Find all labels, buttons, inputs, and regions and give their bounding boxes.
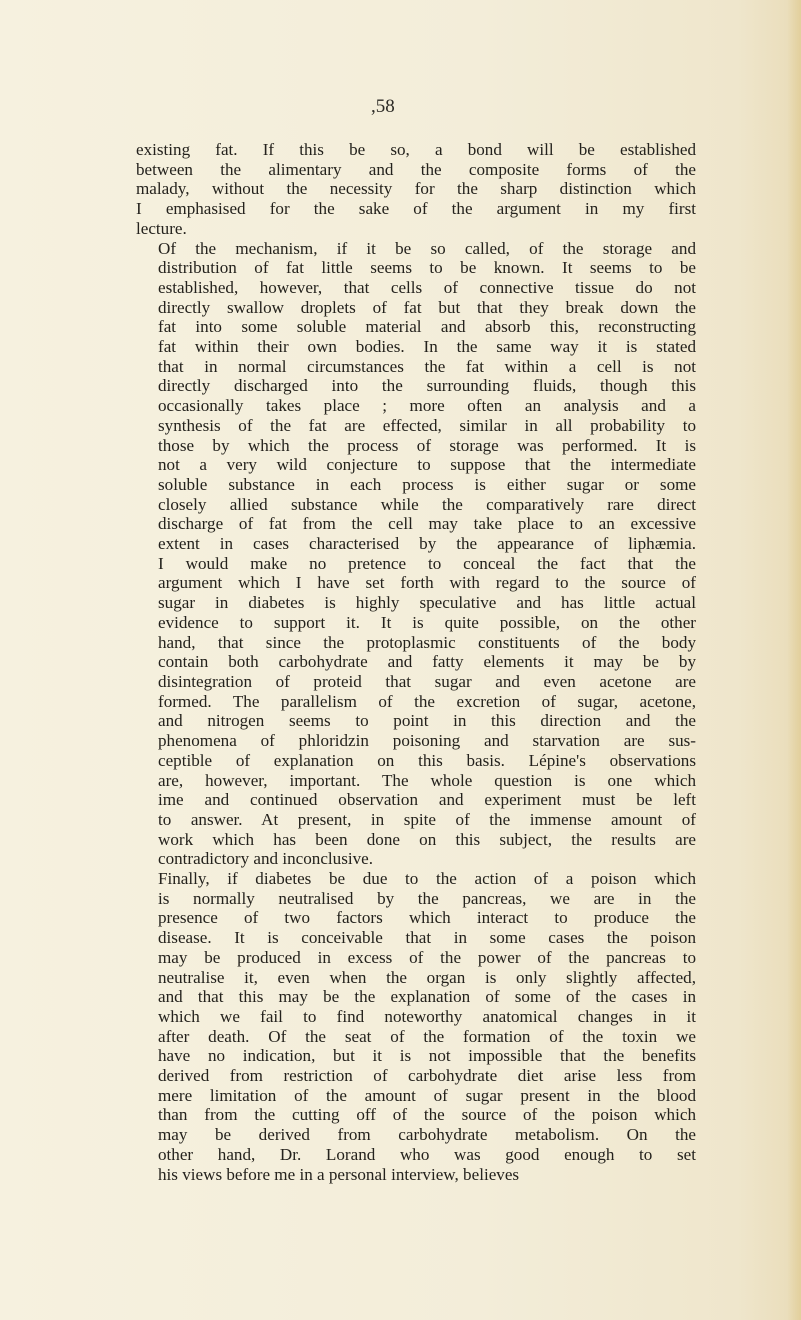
text-line: occasionally takes place ; more often an analysis and a	[158, 396, 696, 416]
text-line: soluble substance in each process is either sugar or some	[158, 474, 696, 494]
text-line: neutralise it, even when the organ is only slightly affected,	[158, 967, 696, 987]
text-line: have no indication, but it is not impossible that the benefits	[158, 1046, 696, 1066]
text-line: existing fat. If this be so, a bond will be established	[136, 140, 696, 159]
text-line: not a very wild conjecture to suppose that the intermediate	[158, 455, 696, 475]
text-line: formed. The parallelism of the excretion of sugar, acetone,	[158, 691, 696, 711]
text-line: which we fail to find noteworthy anatomical changes in it	[158, 1006, 696, 1026]
text-line: than from the cutting off of the source of the poison which	[158, 1105, 696, 1125]
text-line: synthesis of the fat are effected, similar in all probability to	[158, 415, 696, 435]
text-line: contradictory and inconclusive.	[158, 849, 374, 869]
text-line: directly swallow droplets of fat but that they break down the	[158, 297, 696, 317]
text-line: disease. It is conceivable that in some cases the poison	[158, 928, 696, 948]
text-line: argument which I have set forth with regard to the source of	[158, 573, 696, 593]
text-line: presence of two factors which interact to produce the	[158, 908, 696, 928]
text-line: to answer. At present, in spite of the immense amount of	[158, 809, 696, 829]
text-line: work which has been done on this subject, the results are	[158, 829, 696, 849]
text-line: ceptible of explanation on this basis. Lépine's observations	[158, 750, 696, 770]
text-line: lecture.	[136, 218, 187, 238]
text-line: Of the mechanism, if it be so called, of the storage and	[158, 238, 696, 258]
body-text	[136, 140, 696, 1184]
text-line: evidence to support it. It is quite possible, on the other	[158, 612, 696, 632]
text-line: mere limitation of the amount of sugar present in the blood	[158, 1085, 696, 1105]
text-line: hand, that since the protoplasmic constituents of the body	[158, 632, 696, 652]
text-line: Finally, if diabetes be due to the action of a poison which	[158, 869, 696, 889]
text-line: fat within their own bodies. In the same way it is stated	[158, 337, 696, 357]
text-line: malady, without the necessity for the sharp distinction which	[136, 179, 696, 199]
text-line: distribution of fat little seems to be known. It seems to be	[158, 258, 696, 278]
text-line: his views before me in a personal interview, believes	[158, 1164, 520, 1184]
text-line: may be produced in excess of the power of the pancreas to	[158, 947, 696, 967]
text-line: disintegration of proteid that sugar and even acetone are	[158, 671, 696, 691]
text-line: I emphasised for the sake of the argument in my first	[136, 199, 696, 219]
text-line: may be derived from carbohydrate metabolism. On the	[158, 1125, 696, 1145]
text-line: fat into some soluble material and absorb this, reconstructing	[158, 317, 696, 337]
text-line: closely allied substance while the comparatively rare direct	[158, 494, 696, 514]
text-line: contain both carbohydrate and fatty elements it may be by	[158, 652, 696, 672]
text-line: discharge of fat from the cell may take place to an excessive	[158, 514, 696, 534]
text-line: derived from restriction of carbohydrate diet arise less from	[158, 1066, 696, 1086]
paragraph	[136, 140, 696, 239]
text-line: that in normal circumstances the fat within a cell is not	[158, 356, 696, 376]
text-line: and nitrogen seems to point in this direction and the	[158, 711, 696, 731]
text-line: other hand, Dr. Lorand who was good enough to set	[158, 1144, 696, 1164]
text-line: are, however, important. The whole question is one which	[158, 770, 696, 790]
paragraph	[136, 869, 696, 1184]
text-line: and that this may be the explanation of some of the cases in	[158, 987, 696, 1007]
paragraph	[136, 239, 696, 870]
text-line: after death. Of the seat of the formation of the toxin we	[158, 1026, 696, 1046]
text-line: established, however, that cells of connective tissue do not	[158, 277, 696, 297]
text-line: those by which the process of storage was performed. It is	[158, 435, 696, 455]
page-number: ,58	[371, 96, 395, 117]
text-line: extent in cases characterised by the appearance of liphæmia.	[158, 534, 696, 554]
text-line: directly discharged into the surrounding fluids, though this	[158, 376, 696, 396]
text-line: between the alimentary and the composite forms of the	[136, 159, 696, 179]
text-line: ime and continued observation and experiment must be left	[158, 790, 696, 810]
text-line: sugar in diabetes is highly speculative and has little actual	[158, 593, 696, 613]
page-edge-shading	[787, 0, 801, 1320]
text-line: I would make no pretence to conceal the fact that the	[158, 553, 696, 573]
text-line: is normally neutralised by the pancreas, we are in the	[158, 888, 696, 908]
text-line: phenomena of phloridzin poisoning and starvation are sus-	[158, 731, 696, 751]
